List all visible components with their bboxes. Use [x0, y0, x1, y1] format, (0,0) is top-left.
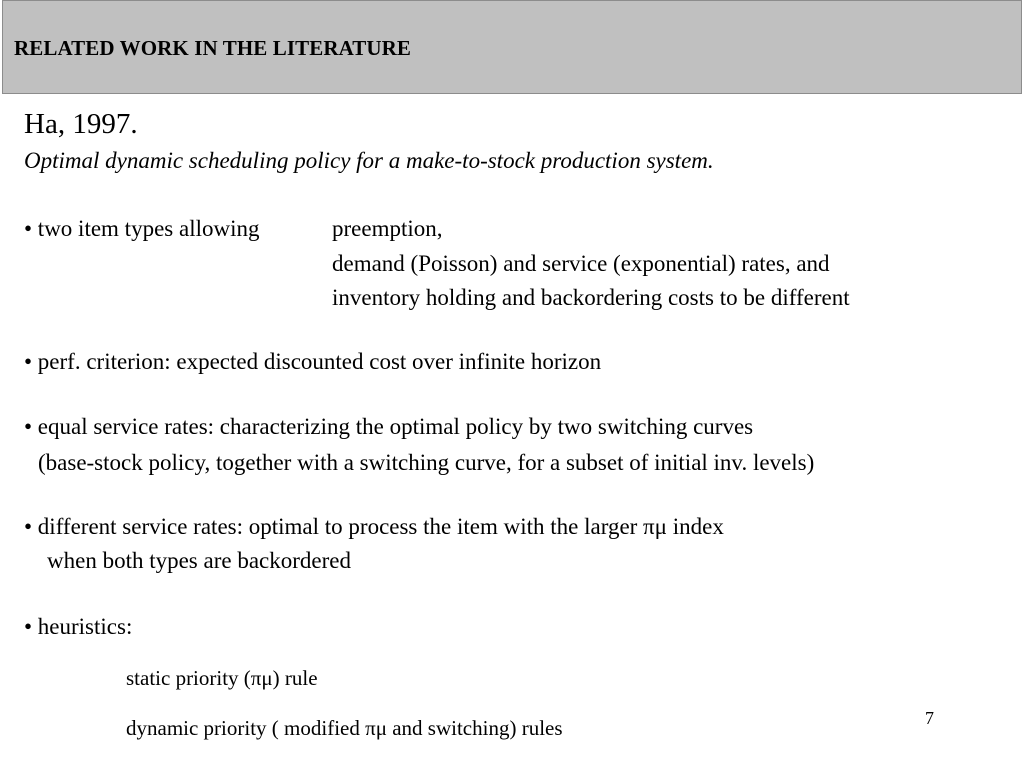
reference-paper-title: Optimal dynamic scheduling policy for a make-to-stock production system. [24, 148, 714, 173]
bullet-different-service-rates: • different service rates: optimal to process the item with the larger πμ index [24, 514, 724, 539]
bullet-performance-criterion: • perf. criterion: expected discounted cost over infinite horizon [24, 349, 602, 374]
bullet-equal-service-rates: • equal service rates: characterizing the optimal policy by two switching curves [24, 414, 754, 439]
bullet-item-types-lead: • two item types allowing [24, 216, 260, 241]
heuristic-static-priority: static priority (πμ) rule [126, 666, 318, 690]
bullet-item-types-preemption: preemption, [332, 216, 443, 241]
reference-author-year: Ha, 1997. [24, 108, 138, 140]
bullet-item-types-costs: inventory holding and backordering costs to be different [332, 285, 850, 310]
slide-title: RELATED WORK IN THE LITERATURE [14, 36, 412, 60]
bullet-item-types-rates: demand (Poisson) and service (exponential) rates, and [332, 251, 830, 276]
heuristic-dynamic-priority: dynamic priority ( modified πμ and switching) rules [126, 716, 563, 740]
bullet-different-service-rates-detail: when both types are backordered [47, 548, 351, 573]
title-band [2, 0, 1022, 94]
bullet-equal-service-rates-detail: (base-stock policy, together with a switching curve, for a subset of initial inv. levels) [38, 450, 815, 475]
page-number: 7 [925, 708, 934, 728]
bullet-heuristics: • heuristics: [24, 614, 133, 639]
